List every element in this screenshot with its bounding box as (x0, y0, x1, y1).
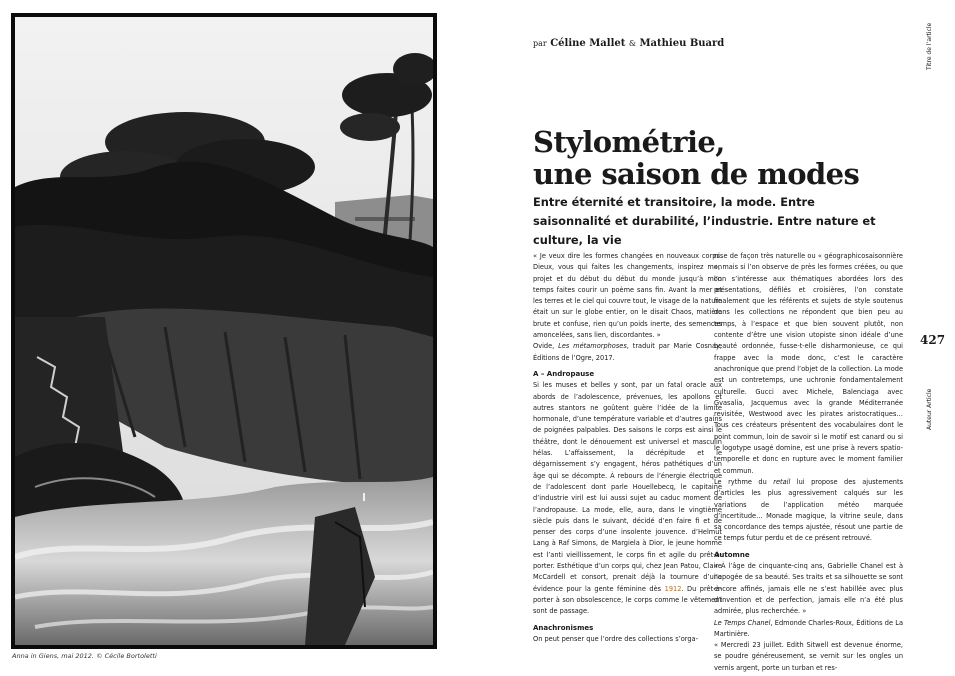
author-name: Céline Mallet (550, 38, 626, 49)
byline-prefix: par (533, 39, 547, 48)
body-paragraph: On peut penser que l’ordre des collections s’orga- (533, 634, 698, 643)
highlighted-year: 1912 (664, 584, 682, 593)
section-heading: Automne (714, 550, 750, 559)
photo-caption: Anna in Giens, mai 2012. © Cécile Bortoletti (12, 652, 157, 660)
byline (533, 38, 724, 49)
epigraph-quote: « Je veux dire les formes changées en nouveaux corps. Dieux, vous qui faites les changements, inspirez mon projet et du début du début du monde jusqu’à mon temps faites courir un poème sans fin. Avant la mer et les terres et le ciel qui couvre tout, le visage de la nature était un sur le globe entier, on le disait Chaos, matière brute et confuse, rien qu’un poids inerte, des semences amoncelées, sans lien, discordantes. » (533, 252, 722, 340)
block-quote: « À l’âge de cinquante-cinq ans, Gabrielle Chanel est à l’apogée de sa beauté. Ses traits et sa silhouette se sont encore affinés, jamais elle ne s’est habillée avec plus d’invention et de perfection, jamais elle n’a été plus admirée, plus recherchée. » (714, 562, 903, 616)
text-column-1 (533, 251, 722, 645)
quote-citation: Le Temps Chanel, Edmonde Charles-Roux, Éditions de La Martinière. (714, 618, 903, 638)
body-paragraph: nise de façon très naturelle ou « géographicosaisonnière », mais si l’on observe de près les formes créées, ou que l’on s’intéresse aux thématiques abordées lors des présentations, défilés et croisières, l’on constate finalement que les référents et sujets de style soutenus dans les collections ne répondent que bien peu au temps, à l’espace et que bien souvent plutôt, non contente d’être une vision utopiste sinon idéale d’une beauté ordonnée, fusse-t-elle disharmonieuse, ce qui frappe avec la mode donc, c’est le caractère anachronique que prend l’objet de la collection. La mode est un contretemps, une uchronie fondamentalement culturelle. Gucci avec Michele, Balenciaga avec Gvasalia, Jacquemus avec la grande Méditerranée revisitée, Westwood avec les pirates aristocratiques… Tous ces créateurs présentent des vocabulaires dont le point commun, loin de savoir si le motif est canard ou si le logotype usagé domine, est une prise à revers spatio-temporelle et donc en rupture avec le moment familier et commun. (714, 252, 903, 475)
author-name: Mathieu Buard (639, 38, 725, 49)
body-paragraph: « Mercredi 23 juillet. Edith Sitwell est devenue énorme, se poudre généreusement, se vernit sur les ongles un vernis argent, porte un turban et res- (714, 641, 903, 672)
title-line: une saison de modes (533, 157, 860, 191)
body-paragraph: Si les muses et belles y sont, par un fatal oracle aux abords de l’adolescence, prévenues, les apollons et autres stantors ne goûtent guère l’idée de la limite hormonale, d’une température variable et d’autres gains de poignées palpables. Des saisons le corps est ainsi le théâtre, dont le dénouement est universel et masculin hélas. L’affaissement, la décrépitude et le dégarnissement s’y engagent, héros pathétiques d’un âge qui se décompte. À rebours de l’énergie électrique de l’adolescent dont parle Houellebecq, le capitaine d’industrie viril est lui aussi sujet au caduc moment de l’andropause. La mode, elle, aura, dans le vingtième siècle puis dans le suivant, décidé d’en faire fi et de penser des corps d’une insolente jouvence. d’Helmut Lang à Raf Simons, de Margiela à Dior, le jeune homme est l’anti vieillissement, le corps fin et agile du prêt-à-porter. Esthétique d’un corps qui, chez Jean Patou, Claire McCardell et consort, prenait déjà la tournure d’une évidence pour la gente féminine dès 1912. Du prêt-à-porter à son obsolescence, le corps comme le vêtement sont de passage. (533, 381, 722, 616)
running-head-title: Titre de l’article (926, 22, 933, 70)
text-column-2 (714, 251, 903, 674)
article-title (533, 126, 859, 190)
body-paragraph: Le rythme du retail lui propose des ajustements d’articles les plus agressivement calqués sur les variations de l’application météo marquée d’incertitude… Monade magique, la vitrine seule, dans sa concordance des temps ajustée, résout une partie de ce temps futur perdu et de ce présent retrouvé. (714, 477, 904, 543)
section-heading: A – Andropause (533, 369, 595, 378)
section-heading: Anachronismes (533, 623, 594, 632)
running-head-author: Auteur Article (926, 388, 933, 430)
title-line: Stylométrie, (533, 125, 725, 159)
article-subtitle: Entre éternité et transitoire, la mode. Entre saisonnalité et durabilité, l’industrie. Entre nature et culture, la vie (533, 195, 876, 247)
byline-ampersand: & (628, 39, 636, 48)
photograph (11, 13, 437, 649)
page-number: 427 (920, 333, 946, 347)
coastal-landscape-photo (15, 17, 433, 645)
epigraph-citation: Ovide, Les métamorphoses, traduit par Marie Cosnay, Éditions de l’Ogre, 2017. (533, 342, 723, 362)
